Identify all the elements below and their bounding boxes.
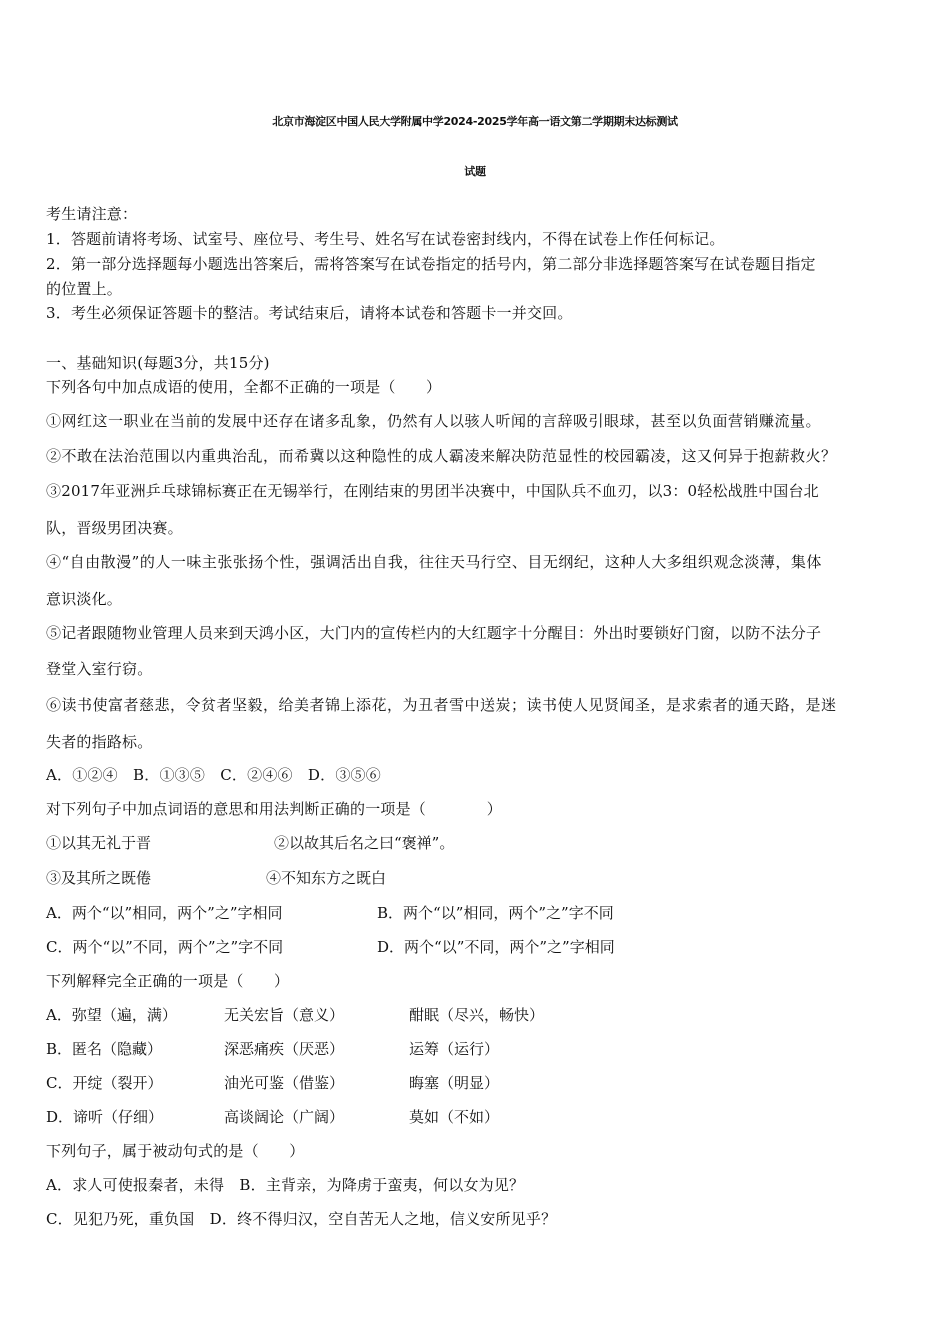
question-4-options: C．见犯乃死，重负国 D．终不得归汉，空自苦无人之地，信义安所见乎？: [46, 1210, 557, 1228]
question-1-stem: 下列各句中加点成语的使用，全都不正确的一项是（ ）: [46, 378, 442, 396]
question-4-stem: 下列句子，属于被动句式的是（ ）: [46, 1142, 305, 1160]
question-1-sentence: ①网红这一职业在当前的发展中还存在诸多乱象，仍然有人以骇人听闻的言辞吸引眼球，甚至以负面营销赚流量。: [46, 412, 822, 430]
question-2-option-d: D．两个“以”不同，两个”之”字相同: [377, 938, 615, 956]
question-3-option-b-term: 运筹（运行）: [409, 1040, 500, 1058]
question-3-option-c-term: 晦塞（明显）: [409, 1074, 500, 1092]
question-1-sentence: 意识淡化。: [46, 590, 123, 608]
exam-title: 北京市海淀区中国人民大学附属中学2024-2025学年高一语文第二学期期末达标测试: [272, 115, 678, 128]
notice-item: 3．考生必须保证答题卡的整洁。考试结束后，请将本试卷和答题卡一并交回。: [46, 304, 573, 322]
exam-title-continued: 试题: [464, 165, 486, 178]
question-3-option-b: B．匿名（隐藏）: [46, 1040, 163, 1058]
question-3-option-c-term: 油光可鉴（借鉴）: [224, 1074, 345, 1092]
question-2-option-b: B．两个“以”相同，两个”之”字不同: [377, 904, 614, 922]
question-1-sentence: ⑤记者跟随物业管理人员来到天鸿小区，大门内的宣传栏内的大红题字十分醒目：外出时要锁好门窗，以防不法分子: [46, 624, 822, 642]
question-3-option-b-term: 深恶痛疾（厌恶）: [224, 1040, 345, 1058]
question-3-option-a-term: 酣眠（尽兴，畅快）: [409, 1006, 545, 1024]
question-2-option-c: C．两个“以”不同，两个”之”字不同: [46, 938, 284, 956]
notice-item: 1．答题前请将考场、试室号、座位号、考生号、姓名写在试卷密封线内，不得在试卷上作任何标记。: [46, 230, 725, 248]
question-1-sentence: ②不敢在法治范围以内重典治乱，而希冀以这种隐性的成人霸凌来解决防范显性的校园霸凌，这又何异于抱薪救火？: [46, 447, 837, 465]
question-1-sentence: ④“自由散漫”的人一味主张张扬个性，强调活出自我，往往天马行空、目无纲纪，这种人大多组织观念淡薄，集体: [46, 553, 822, 571]
question-2-sentence: ④不知东方之既白: [266, 869, 387, 887]
question-3-option-a: A．弥望（遍，满）: [46, 1006, 177, 1024]
question-1-sentence: 队，晋级男团决赛。: [46, 519, 183, 537]
question-3-option-c: C．开绽（裂开）: [46, 1074, 163, 1092]
question-2-sentence: ①以其无礼于晋: [46, 834, 152, 852]
notice-item: 2．第一部分选择题每小题选出答案后，需将答案写在试卷指定的括号内，第二部分非选择题答案写在试卷题目指定: [46, 255, 816, 273]
question-2-option-a: A．两个“以”相同，两个”之”字相同: [46, 904, 283, 922]
question-1-sentence: ⑥读书使富者慈悲，令贫者坚毅，给美者锦上添花，为丑者雪中送炭；读书使人见贤闻圣，是求索者的通天路，是迷: [46, 696, 837, 714]
section-heading: 一、基础知识(每题3分，共15分): [46, 354, 270, 372]
question-1-sentence: 登堂入室行窃。: [46, 660, 153, 678]
question-4-options: A．求人可使报秦者，未得 B．主背亲，为降虏于蛮夷，何以女为见？: [46, 1176, 525, 1194]
notice-item: 的位置上。: [46, 280, 123, 298]
question-3-option-a-term: 无关宏旨（意义）: [224, 1006, 345, 1024]
question-2-sentence: ②以故其后名之曰“褒禅”。: [274, 834, 455, 852]
question-1-sentence: ③2017年亚洲乒乓球锦标赛正在无锡举行，在刚结束的男团半决赛中，中国队兵不血刃，以3：0轻松战胜中国台北: [46, 482, 819, 500]
question-3-option-d: D．谛听（仔细）: [46, 1108, 164, 1126]
notice-heading: 考生请注意：: [46, 205, 138, 223]
question-3-option-d-term: 莫如（不如）: [409, 1108, 500, 1126]
question-1-sentence: 失者的指路标。: [46, 733, 153, 751]
question-2-sentence: ③及其所之既倦: [46, 869, 152, 887]
question-3-stem: 下列解释完全正确的一项是（ ）: [46, 972, 290, 990]
question-2-stem: 对下列句子中加点词语的意思和用法判断正确的一项是（ ）: [46, 800, 503, 818]
question-3-option-d-term: 高谈阔论（广阔）: [224, 1108, 345, 1126]
question-1-options: A．①②④ B．①③⑤ C．②④⑥ D．③⑤⑥: [46, 766, 381, 784]
